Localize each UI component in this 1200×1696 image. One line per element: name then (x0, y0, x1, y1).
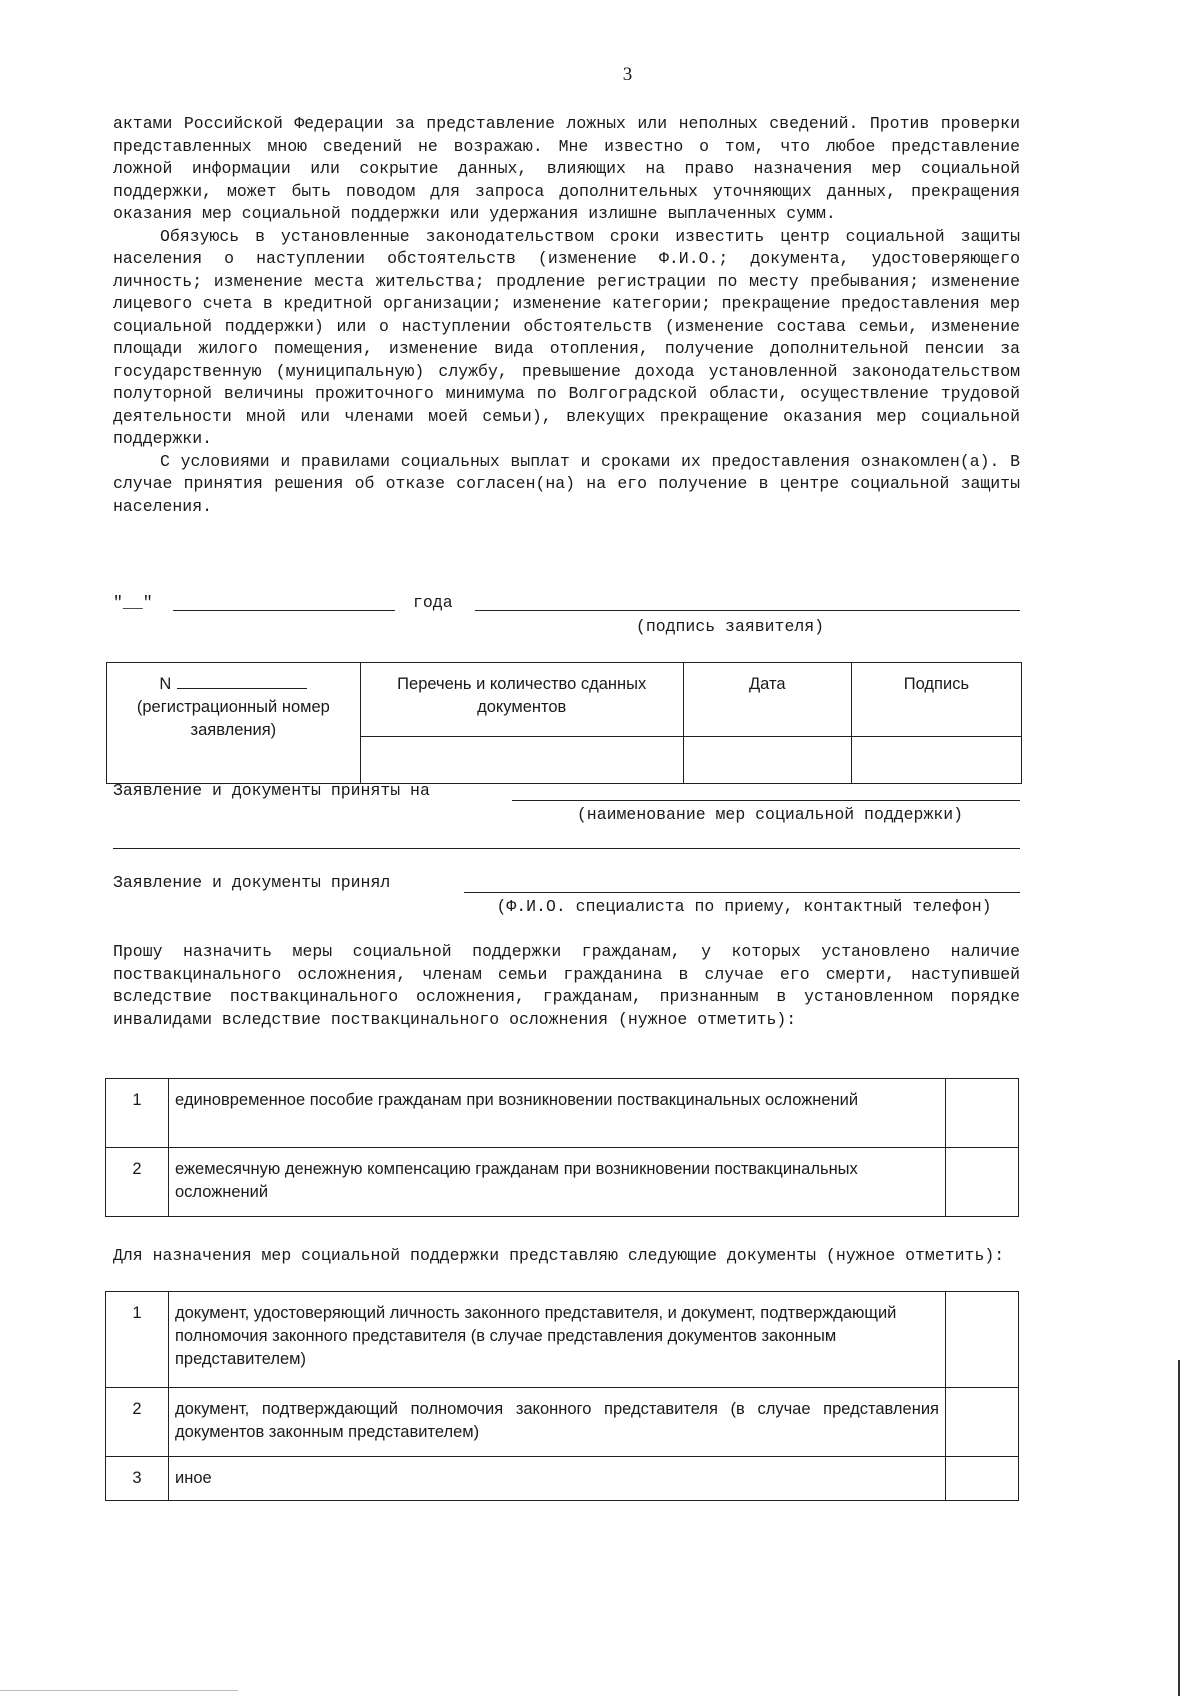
date-day-placeholder[interactable]: "__" (113, 593, 153, 612)
document-text: иное (169, 1457, 946, 1501)
accepted-by-label: Заявление и документы принял (113, 873, 391, 892)
documents-text (113, 1245, 1020, 1268)
registration-number-cell (107, 663, 361, 784)
document-row (106, 1292, 1019, 1388)
paragraph-documents: Для назначения мер социальной поддержки представляю следующие документы (нужное отметить): (113, 1246, 1005, 1265)
signature-caption: (подпись заявителя) (635, 617, 825, 636)
document-checkbox-cell[interactable] (946, 1292, 1019, 1388)
measure-number: 1 (106, 1079, 169, 1148)
accepted-for-field-continued[interactable] (113, 848, 1020, 849)
document-number: 1 (106, 1292, 169, 1388)
accepted-by-caption: (Ф.И.О. специалиста по приему, контактный телефон) (496, 897, 992, 916)
accepted-for-field[interactable] (512, 800, 1020, 801)
registration-number-field[interactable] (177, 674, 307, 689)
date-month-field[interactable] (173, 610, 395, 611)
registration-table (106, 662, 1022, 784)
header-documents-list: Перечень и количество сданных документов (360, 663, 683, 737)
header-signature: Подпись (851, 663, 1021, 737)
measure-row (106, 1079, 1019, 1148)
measure-row (106, 1148, 1019, 1217)
accepted-for-label: Заявление и документы приняты на (113, 781, 430, 800)
signature-cell[interactable] (851, 736, 1021, 783)
applicant-signature-field[interactable] (475, 610, 1020, 611)
documents-table (105, 1291, 1019, 1501)
date-cell[interactable] (683, 736, 851, 783)
document-checkbox-cell[interactable] (946, 1457, 1019, 1501)
measure-text: ежемесячную денежную компенсацию гражданам при возникновении поствакцинальных осложнений (169, 1148, 946, 1217)
document-checkbox-cell[interactable] (946, 1388, 1019, 1457)
paragraph-request: Прошу назначить меры социальной поддержки гражданам, у которых установлено наличие поствакцинального осложнения, членам семьи гражданина в случае его смерти, наступившей вследствие поствакцинального осложнения, гражданам, признанным в установленном порядке инвалидами вследствие поствакцинального осложнения (нужное отметить): (113, 942, 1020, 1029)
document-text: документ, подтверждающий полномочия законного представителя (в случае представления документов законным представителем) (169, 1388, 946, 1457)
paragraph-conditions: С условиями и правилами социальных выплат и сроками их предоставления ознакомлен(а). В случае принятия решения об отказе согласен(на) на его получение в центре социальной защиты населения. (113, 451, 1020, 516)
paragraph-obligation: Обязуюсь в установленные законодательством сроки известить центр социальной защиты населения о наступлении обстоятельств (изменение Ф.И.О.; документа, удостоверяющего личность; изменение места жительства; продление регистрации по месту пребывания; изменение лицевого счета в кредитной организации; изменение категории; прекращение предоставления мер социальной поддержки) или о наступлении обстоятельств (изменение состава семьи, изменение площади жилого помещения, изменение вида отопления, получение дополнительной пенсии за государственную (муниципальную) службу, превышение дохода установленной законодательством полуторной величины прожиточного минимума по Волгоградской области, осуществление трудовой деятельности мной или членами моей семьи), влекущих прекращение оказания мер социальной поддержки. (113, 226, 1020, 448)
measure-number: 2 (106, 1148, 169, 1217)
scan-edge-line (1178, 1360, 1180, 1696)
year-word: года (413, 593, 453, 612)
document-row (106, 1388, 1019, 1457)
number-label: N (159, 675, 172, 693)
request-text (113, 941, 1020, 1031)
measure-checkbox-cell[interactable] (946, 1079, 1019, 1148)
accepted-by-field[interactable] (464, 892, 1020, 893)
document-row (106, 1457, 1019, 1501)
measures-table (105, 1078, 1019, 1217)
document-text: документ, удостоверяющий личность законного представителя, и документ, подтверждающий полномочия законного представителя (в случае представления документов законным представителем) (169, 1292, 946, 1388)
header-date: Дата (683, 663, 851, 737)
paragraph-liability: актами Российской Федерации за представление ложных или неполных сведений. Против проверки представленных мною сведений не возражаю. Мне известно о том, что любое представление ложной информации или сокрытие данных, влияющих на право назначения мер социальной поддержки, может быть поводом для запроса дополнительных уточняющих данных, прекращения оказания мер социальной поддержки или удержания излишне выплаченных сумм. (113, 114, 1020, 223)
measure-checkbox-cell[interactable] (946, 1148, 1019, 1217)
measure-text: единовременное пособие гражданам при возникновении поствакцинальных осложнений (169, 1079, 946, 1148)
registration-number-caption: (регистрационный номер заявления) (136, 698, 330, 739)
accepted-for-caption: (наименование мер социальной поддержки) (576, 805, 964, 824)
document-number: 3 (106, 1457, 169, 1501)
documents-list-cell[interactable] (360, 736, 683, 783)
declaration-text (113, 113, 1020, 518)
document-number: 2 (106, 1388, 169, 1457)
footer-divider (0, 1690, 238, 1691)
signature-row (113, 592, 1020, 616)
page-number: 3 (622, 64, 633, 85)
